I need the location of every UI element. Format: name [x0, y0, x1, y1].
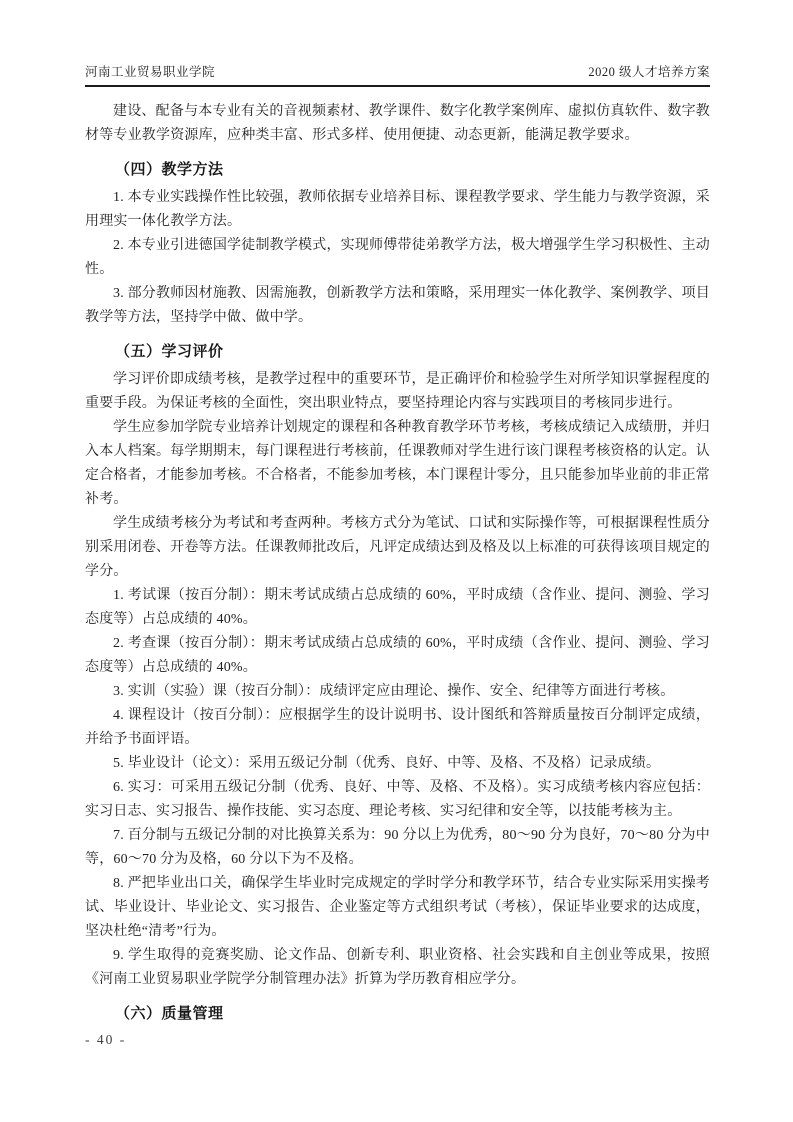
numbered-item: 3. 部分教师因材施教、因需施教，创新教学方法和策略，采用理实一体化教学、案例教学、项目教学等方法，坚持学中做、做中学。 [85, 286, 710, 325]
page-footer [85, 1032, 710, 1048]
body-paragraph: 学生成绩考核分为考试和考查两种。考核方式分为笔试、口试和实际操作等，可根据课程性质分别采用闭卷、开卷等方法。任课教师批改后，凡评定成绩达到及格及以上标准的可获得该项目规定的学分。 [85, 516, 710, 579]
header-document-title: 2020 级人才培养方案 [588, 65, 710, 79]
numbered-item: 2. 本专业引进德国学徒制教学模式，实现师傅带徒弟教学方法，极大增强学生学习积极性、主动性。 [85, 238, 710, 277]
page-number: - 40 - [85, 1032, 127, 1047]
numbered-item: 2. 考查课（按百分制）：期末考试成绩占总成绩的 60%，平时成绩（含作业、提问、测验、学习态度等）占总成绩的 40%。 [85, 636, 710, 675]
document-body [85, 100, 710, 1024]
page-header [85, 62, 710, 87]
numbered-item: 9. 学生取得的竞赛奖励、论文作品、创新专利、职业资格、社会实践和自主创业等成果，按照《河南工业贸易职业学院学分制管理办法》折算为学历教育相应学分。 [85, 948, 710, 987]
numbered-item: 1. 考试课（按百分制）：期末考试成绩占总成绩的 60%，平时成绩（含作业、提问、测验、学习态度等）占总成绩的 40%。 [85, 588, 710, 627]
numbered-item: 4. 课程设计（按百分制）：应根据学生的设计说明书、设计图纸和答辩质量按百分制评定成绩，并给予书面评语。 [85, 708, 710, 747]
numbered-item: 3. 实训（实验）课（按百分制）：成绩评定应由理论、操作、安全、纪律等方面进行考核。 [113, 684, 675, 699]
intro-paragraph: 建设、配备与本专业有关的音视频素材、教学课件、数字化教学案例库、虚拟仿真软件、数字教材等专业教学资源库，应种类丰富、形式多样、使用便捷、动态更新，能满足教学要求。 [85, 104, 710, 143]
numbered-item: 8. 严把毕业出口关，确保学生毕业时完成规定的学时学分和教学环节，结合专业实际采用实操考试、毕业设计、毕业论文、实习报告、企业鉴定等方式组织考试（考核），保证毕业要求的达成度，坚决杜绝“清考”行为。 [85, 876, 710, 939]
section-heading-learning-evaluation: （五）学习评价 [115, 343, 224, 360]
body-paragraph: 学生应参加学院专业培养计划规定的课程和各种教育教学环节考核，考核成绩记入成绩册，并归入本人档案。每学期期末，每门课程进行考核前，任课教师对学生进行该门课程考核资格的认定。认定合格者，才能参加考核。不合格者，不能参加考核，本门课程计零分，且只能参加毕业前的非正常补考。 [85, 420, 710, 507]
numbered-item: 5. 毕业设计（论文）：采用五级记分制（优秀、良好、中等、及格、不及格）记录成绩。 [113, 756, 661, 771]
numbered-item: 1. 本专业实践操作性比较强，教师依据专业培养目标、课程教学要求、学生能力与教学资源，采用理实一体化教学方法。 [85, 190, 710, 229]
header-institution: 河南工业贸易职业学院 [85, 65, 216, 79]
body-paragraph: 学习评价即成绩考核，是教学过程中的重要环节，是正确评价和检验学生对所学知识掌握程度的重要手段。为保证考核的全面性，突出职业特点，要坚持理论内容与实践项目的考核同步进行。 [85, 372, 710, 411]
numbered-item: 7. 百分制与五级记分制的对比换算关系为：90 分以上为优秀，80～90 分为良好，70～80 分为中等，60～70 分为及格，60 分以下为不及格。 [85, 828, 710, 867]
section-heading-quality-management: （六）质量管理 [115, 1005, 224, 1022]
section-heading-teaching-methods: （四）教学方法 [115, 161, 224, 178]
numbered-item: 6. 实习：可采用五级记分制（优秀、良好、中等、及格、不及格）。实习成绩考核内容应包括：实习日志、实习报告、操作技能、实习态度、理论考核、实习纪律和安全等，以技能考核为主。 [85, 780, 710, 819]
